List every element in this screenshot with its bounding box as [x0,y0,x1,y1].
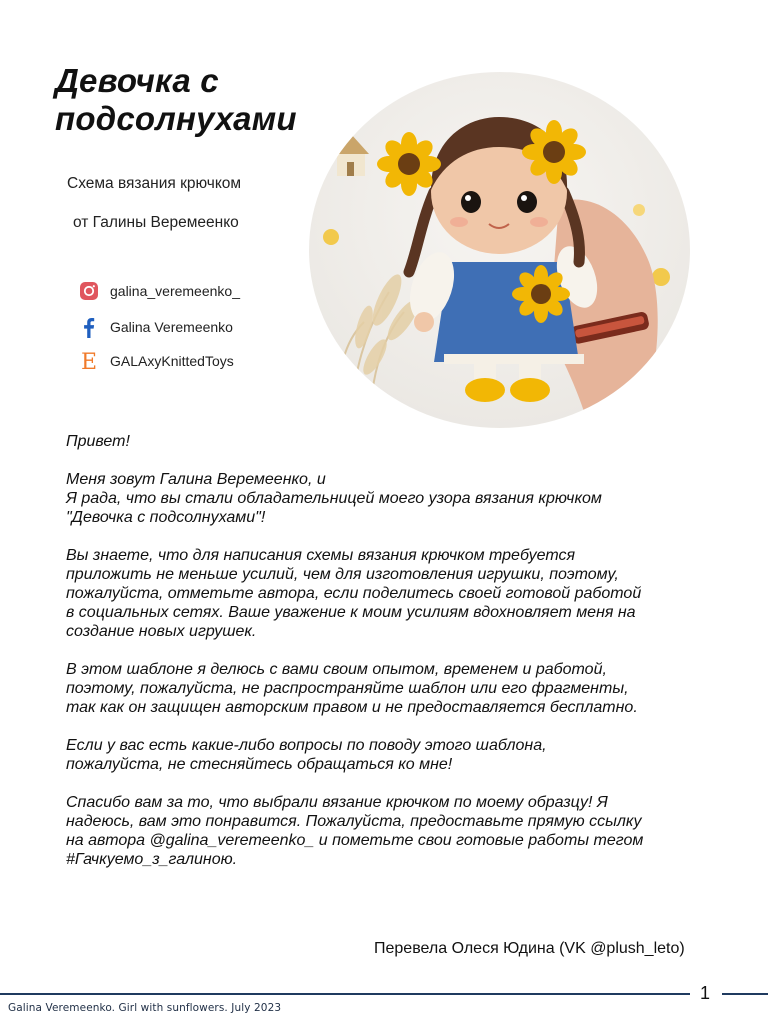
subtitle-pattern: Схема вязания крючком [67,175,242,192]
paragraph-questions: Если у вас есть какие-либо вопросы по поводу этого шаблона, пожалуйста, не стесняйтесь обращаться ко мне! [66,737,547,773]
social-instagram-label: galina_veremeenko_ [110,283,240,299]
greeting: Привет! [66,433,130,450]
footer-divider-right [722,993,768,995]
social-etsy[interactable] [78,350,234,372]
facebook-icon [78,316,100,338]
etsy-icon [78,350,100,372]
social-etsy-label: GALAxyKnittedToys [110,353,234,369]
social-instagram[interactable] [78,280,240,302]
doll-photo [309,72,690,428]
page-number: 1 [700,983,711,1003]
title-line-2: подсолнухами [55,100,297,137]
translator-credit: Перевела Олеся Юдина (VK @plush_leto) [374,940,685,957]
paragraph-copyright: В этом шаблоне я делюсь с вами своим опытом, временем и работой, поэтому, пожалуйста, не распространяйте шаблон или его фрагменты, так как он защищен авторским правом и не предоставляется бесплатно. [66,661,638,716]
subtitle-author: от Галины Веремеенко [73,214,239,231]
page-title [55,62,297,138]
svg-text:E: E [80,350,98,372]
paragraph-intro: Меня зовут Галина Веремеенко, и Я рада, что вы стали обладательницей моего узора вязания крючком "Девочка с подсолнухами"! [66,471,602,526]
footer-note: Galina Veremeenko. Girl with sunflowers. July 2023 [8,1002,282,1014]
paragraph-thanks: Спасибо вам за то, что выбрали вязание крючком по моему образцу! Я надеюсь, вам это понравится. Пожалуйста, предоставьте прямую ссылку на автора @galina_veremeenko_ и пометьте свои готовые работы тегом #Гачкуемо_з_галиною. [66,794,644,868]
social-facebook-label: Galina Veremeenko [110,319,233,335]
instagram-icon [78,280,100,302]
footer-divider-left [0,993,690,995]
intro-letter [66,432,736,888]
social-facebook[interactable] [78,316,233,338]
title-line-1: Девочка с [55,62,219,99]
paragraph-credit-request: Вы знаете, что для написания схемы вязания крючком требуется приложить не меньше усилий, чем для изготовления игрушки, поэтому, пожалуйста, отметьте автора, если поделитесь своей готовой работой в социальных сетях. Ваше уважение к моим усилиям вдохновляет меня на создание новых игрушек. [66,547,642,640]
